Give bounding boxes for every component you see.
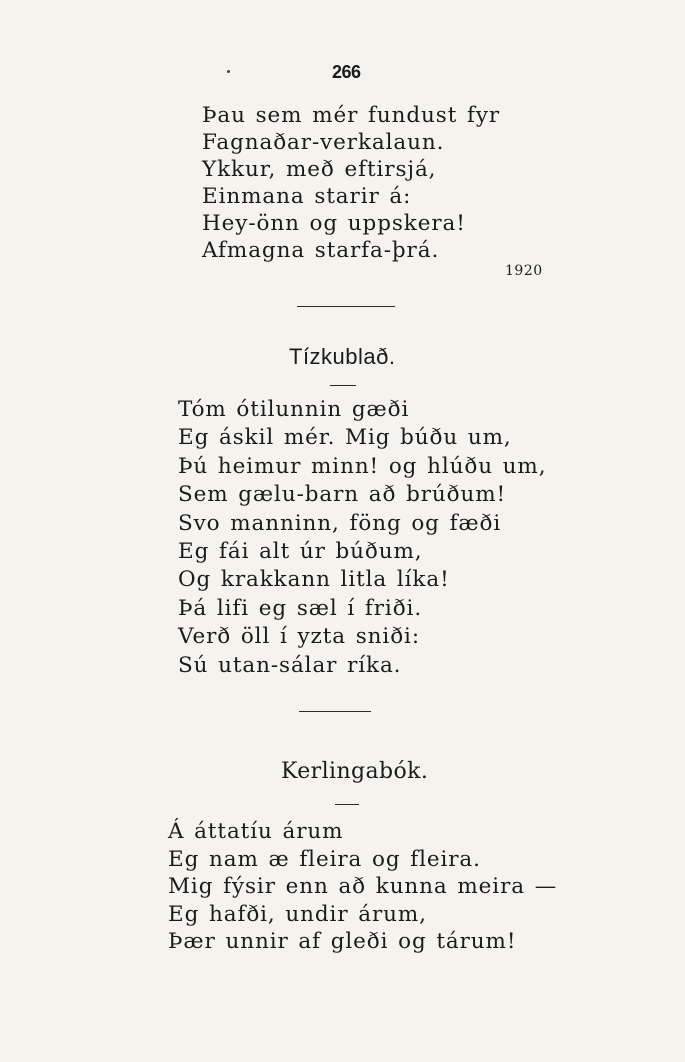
poem-line: Mig fýsir enn að kunna meira — xyxy=(168,874,558,899)
poem-line: Verð öll í yzta sniði: xyxy=(178,624,420,650)
page-number: 266 xyxy=(332,62,361,82)
section-divider xyxy=(299,711,371,712)
poem-line: Eg hafði, undir árum, xyxy=(168,901,427,927)
title-underline xyxy=(330,385,356,386)
poem-line: Afmagna starfa-þrá. xyxy=(202,238,440,263)
poem-1-stanza xyxy=(202,102,500,264)
title-underline xyxy=(335,804,359,805)
poem-line: Svo manninn, föng og fæði xyxy=(178,510,502,536)
poem-1-year: 1920 xyxy=(505,263,543,279)
poem-line: Ykkur, með eftirsjá, xyxy=(202,157,437,182)
poem-line: Þau sem mér fundust fyr xyxy=(202,103,501,128)
page-mark xyxy=(227,70,230,73)
poem-line: Tóm ótilunnin gæði xyxy=(178,397,410,422)
poem-3-stanza xyxy=(168,818,557,956)
poem-line: Sem gælu-barn að brúðum! xyxy=(178,482,507,508)
poem-line: Eg nam æ fleira og fleira. xyxy=(168,846,481,872)
poem-line: Þær unnir af gleði og tárum! xyxy=(168,929,517,954)
poem-line: Þú heimur minn! og hlúðu um, xyxy=(178,453,547,479)
poem-line: Sú utan-sálar ríka. xyxy=(178,652,402,678)
poem-2-stanza xyxy=(178,396,546,680)
poem-line: Á áttatíu árum xyxy=(168,819,344,844)
poem-line: Fagnaðar-verkalaun. xyxy=(202,130,445,155)
poem-line: Þá lifi eg sæl í friði. xyxy=(178,595,423,621)
poem-line: Eg fái alt úr búðum, xyxy=(178,538,423,564)
poem-line: Hey-önn og uppskera! xyxy=(202,211,466,236)
section-divider xyxy=(297,306,395,307)
poem-line: Einmana starir á: xyxy=(202,184,412,209)
poem-3-title: Kerlingabók. xyxy=(281,759,429,784)
poem-2-title: Tízkublað. xyxy=(289,344,396,369)
poem-line: Eg áskil mér. Mig búðu um, xyxy=(178,425,512,451)
poem-line: Og krakkann litla líka! xyxy=(178,567,450,593)
